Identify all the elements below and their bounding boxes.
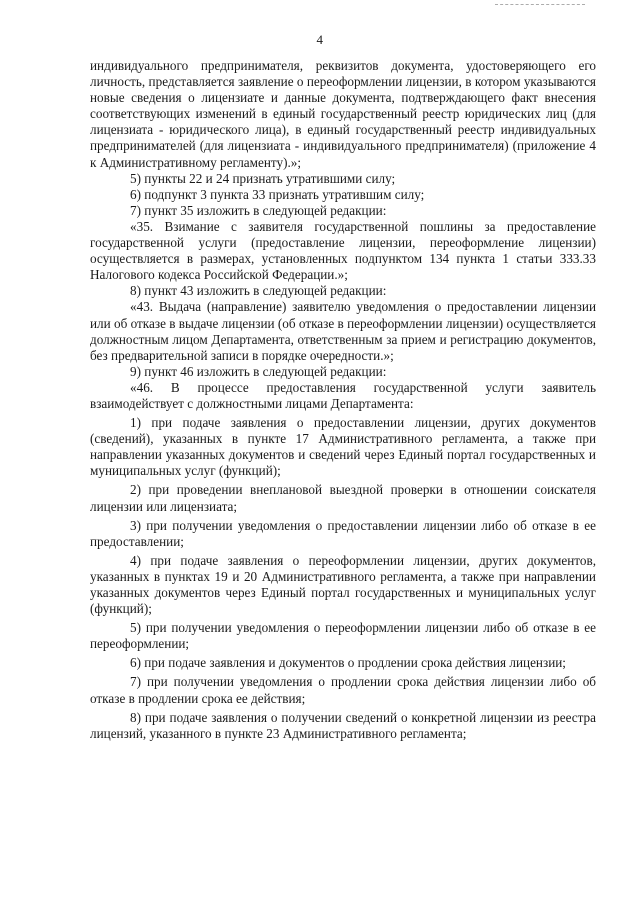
paragraph-clause-46: «46. В процессе предоставления государственной услуги заявитель взаимодействует с должностными лицами Департамента: <box>90 379 596 411</box>
paragraph-item-5: 5) пункты 22 и 24 признать утратившими силу; <box>130 170 396 186</box>
list-item-4: 4) при подаче заявления о переоформлении лицензии, других документов, указанных в пунктах 19 и 20 Административного регламента, а также при направлении указанных документов через Единый портал государственных и муниципальных услуг (функций); <box>90 552 596 617</box>
paragraph-clause-43: «43. Выдача (направление) заявителю уведомления о предоставлении лицензии или об отказе в выдаче лицензии (об отказе в переоформлении лицензии) осуществляется должностным лицом Департамента, ответственным за прием и регистрацию документов, без предварительной записи в порядке очередности.»; <box>90 299 596 363</box>
list-item-7: 7) при получении уведомления о продлении срока действия лицензии либо об отказе в продлении срока ее действия; <box>90 674 596 706</box>
document-body <box>90 58 596 742</box>
paragraph-item-9: 9) пункт 46 изложить в следующей редакции: <box>130 363 387 379</box>
list-item-1: 1) при подаче заявления о предоставлении лицензии, других документов (сведений), указанных в пункте 17 Административного регламента, а также при направлении указанных документов и сведений через Единый портал государственных и муниципальных услуг (функций); <box>90 415 596 479</box>
paragraph-continuation: индивидуального предпринимателя, реквизитов документа, удостоверяющего его личность, представляется заявление о переоформлении лицензии, в котором указываются новые сведения о лицензиате и данные документа, подтверждающего факт внесения соответствующих изменений в единый государственный реестр юридических лиц (для лицензиата - юридического лица), в единый государственный реестр индивидуальных предпринимателей (для лицензиата - индивидуального предпринимателя) (приложение 4 к Административному регламенту).»; <box>90 58 596 170</box>
scan-artifact-mark <box>495 4 585 7</box>
paragraph-clause-35: «35. Взимание с заявителя государственной пошлины за предоставление государственной услуги (предоставление лицензии, переоформление лицензии) осуществляется в размерах, установленных подпунктом 134 пункта 1 статьи 333.33 Налогового кодекса Российской Федерации.»; <box>90 218 596 283</box>
list-item-3: 3) при получении уведомления о предоставлении лицензии либо об отказе в ее предоставлении; <box>90 517 596 549</box>
paragraph-item-6: 6) подпункт 3 пункта 33 признать утратившим силу; <box>130 186 425 202</box>
list-item-6: 6) при подаче заявления и документов о продлении срока действия лицензии; <box>130 655 566 671</box>
list-item-2: 2) при проведении внеплановой выездной проверки в отношении соискателя лицензии или лицензиата; <box>90 482 596 514</box>
page-number: 4 <box>316 32 324 47</box>
list-item-5: 5) при получении уведомления о переоформлении лицензии либо об отказе в ее переоформлении; <box>90 620 596 652</box>
paragraph-item-8: 8) пункт 43 изложить в следующей редакции: <box>130 283 387 299</box>
list-item-8: 8) при подаче заявления о получении сведений о конкретной лицензии из реестра лицензий, указанного в пункте 23 Административного регламента; <box>90 709 596 741</box>
paragraph-item-7: 7) пункт 35 изложить в следующей редакции: <box>130 202 387 218</box>
